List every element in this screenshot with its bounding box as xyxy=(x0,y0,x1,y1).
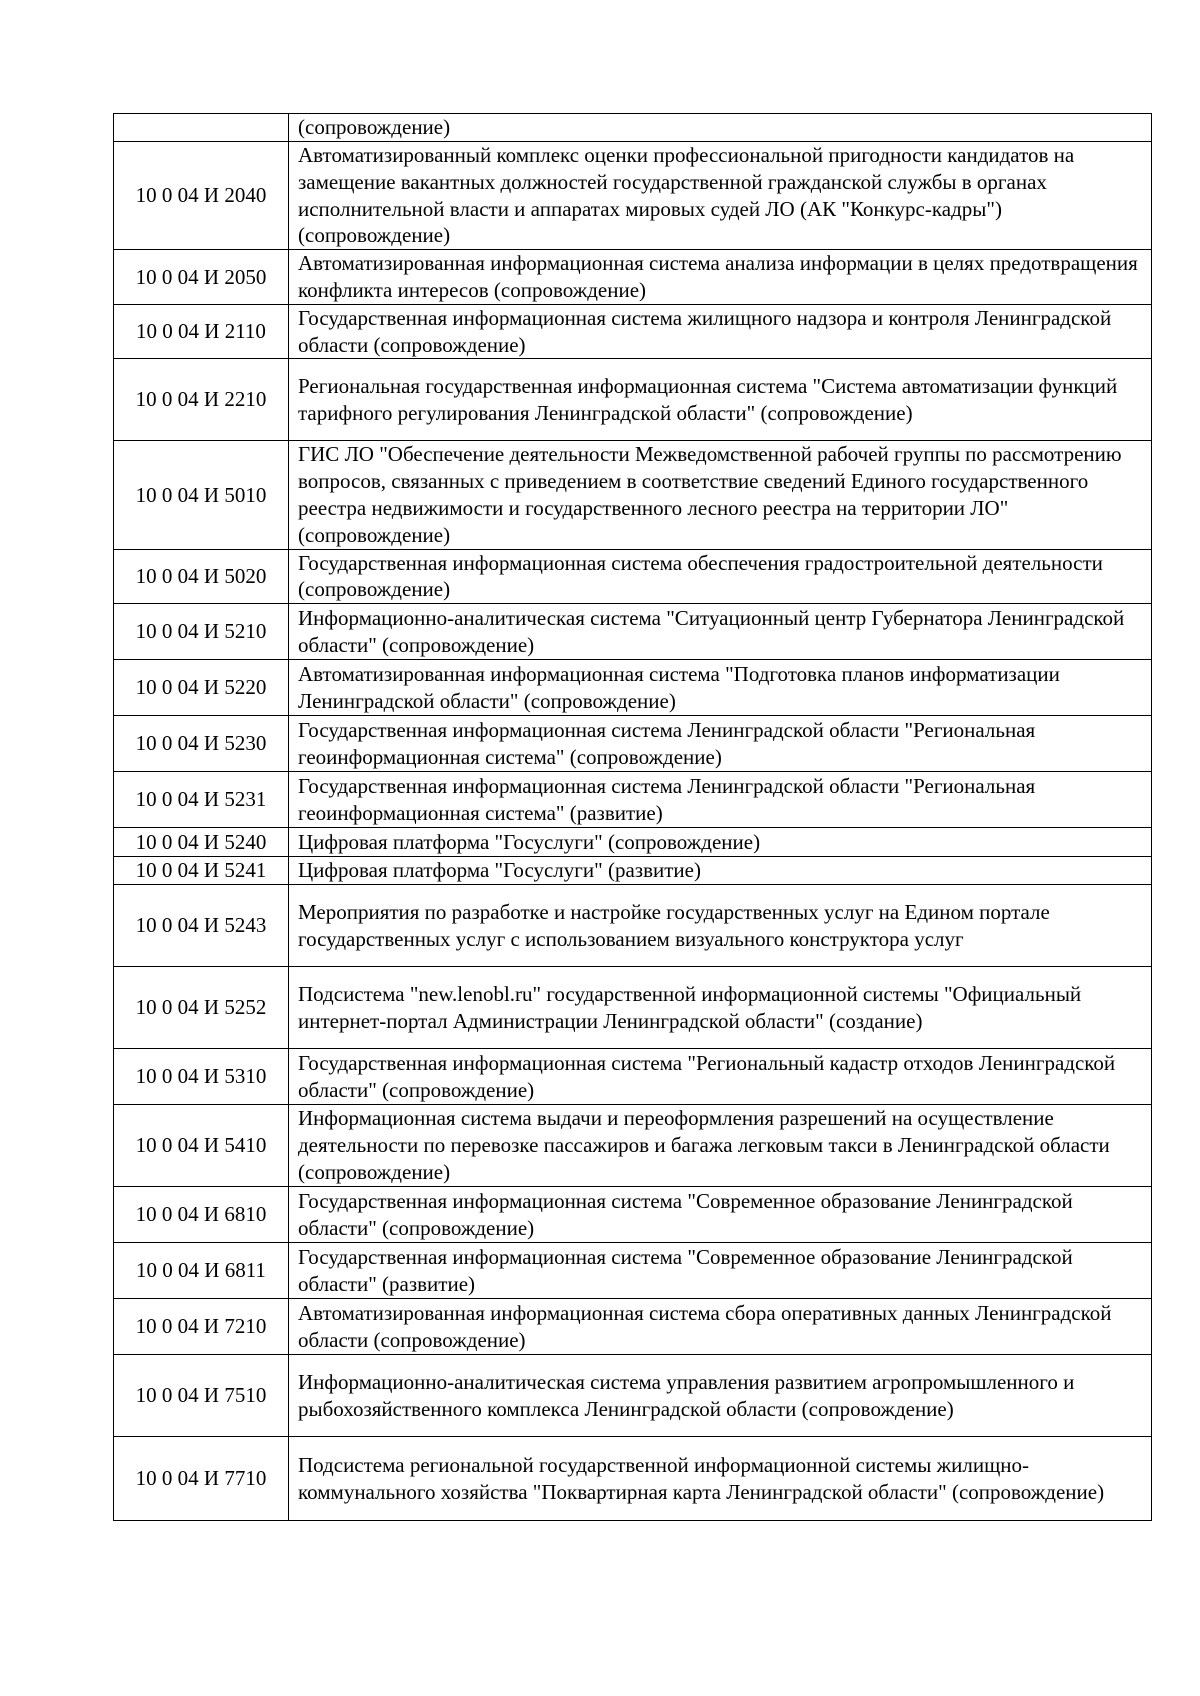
row-code: 10 0 04 И 5243 xyxy=(114,885,289,967)
table-row xyxy=(114,549,1152,604)
row-code: 10 0 04 И 5230 xyxy=(114,716,289,772)
table-row xyxy=(114,772,1152,828)
budget-code-table xyxy=(113,113,1152,1521)
row-code: 10 0 04 И 2110 xyxy=(114,304,289,359)
row-code: 10 0 04 И 5220 xyxy=(114,660,289,716)
table-row xyxy=(114,1299,1152,1355)
row-name: Информационно-аналитическая система управления развитием агропромышленного и рыбохозяйственного комплекса Ленинградской области (сопровождение) xyxy=(289,1355,1152,1437)
table-row xyxy=(114,967,1152,1049)
table-body xyxy=(114,114,1152,1521)
table-row xyxy=(114,441,1152,549)
row-code xyxy=(114,114,289,142)
row-name: Государственная информационная система "Современное образование Ленинградской области" (сопровождение) xyxy=(289,1187,1152,1243)
row-code: 10 0 04 И 5210 xyxy=(114,604,289,660)
row-name: Государственная информационная система "Региональный кадастр отходов Ленинградской области" (сопровождение) xyxy=(289,1049,1152,1105)
table-row xyxy=(114,304,1152,359)
row-name: Цифровая платформа "Госуслуги" (развитие) xyxy=(289,857,1152,885)
row-name: Мероприятия по разработке и настройке государственных услуг на Едином портале государственных услуг с использованием визуального конструктора услуг xyxy=(289,885,1152,967)
row-name: (сопровождение) xyxy=(289,114,1152,142)
table-row xyxy=(114,1049,1152,1105)
row-name: Государственная информационная система "Современное образование Ленинградской области" (развитие) xyxy=(289,1243,1152,1299)
row-code: 10 0 04 И 5020 xyxy=(114,549,289,604)
row-code: 10 0 04 И 2050 xyxy=(114,250,289,305)
row-code: 10 0 04 И 5410 xyxy=(114,1105,289,1187)
row-code: 10 0 04 И 7710 xyxy=(114,1437,289,1521)
row-name: Цифровая платформа "Госуслуги" (сопровождение) xyxy=(289,828,1152,857)
row-code: 10 0 04 И 6810 xyxy=(114,1187,289,1243)
row-code: 10 0 04 И 5231 xyxy=(114,772,289,828)
table-row xyxy=(114,857,1152,885)
table-row xyxy=(114,114,1152,142)
row-code: 10 0 04 И 6811 xyxy=(114,1243,289,1299)
table-row xyxy=(114,359,1152,441)
row-name: Подсистема региональной государственной информационной системы жилищно-коммунального хозяйства "Поквартирная карта Ленинградской области" (сопровождение) xyxy=(289,1437,1152,1521)
row-name: Региональная государственная информационная система "Система автоматизации функций тарифного регулирования Ленинградской области" (сопровождение) xyxy=(289,359,1152,441)
row-code: 10 0 04 И 5310 xyxy=(114,1049,289,1105)
row-name: Автоматизированная информационная система сбора оперативных данных Ленинградской области (сопровождение) xyxy=(289,1299,1152,1355)
row-name: Государственная информационная система Ленинградской области "Региональная геоинформационная система" (развитие) xyxy=(289,772,1152,828)
row-name: Подсистема "new.lenobl.ru" государственной информационной системы "Официальный интернет-портал Администрации Ленинградской области" (создание) xyxy=(289,967,1152,1049)
row-code: 10 0 04 И 5010 xyxy=(114,441,289,549)
table-row xyxy=(114,716,1152,772)
table-row xyxy=(114,828,1152,857)
table-row xyxy=(114,660,1152,716)
row-code: 10 0 04 И 5252 xyxy=(114,967,289,1049)
row-name: Автоматизированная информационная система "Подготовка планов информатизации Ленинградской области" (сопровождение) xyxy=(289,660,1152,716)
table-row xyxy=(114,1243,1152,1299)
table-row xyxy=(114,604,1152,660)
table-row xyxy=(114,250,1152,305)
row-name: Информационная система выдачи и переоформления разрешений на осуществление деятельности по перевозке пассажиров и багажа легковым такси в Ленинградской области (сопровождение) xyxy=(289,1105,1152,1187)
row-name: Информационно-аналитическая система "Ситуационный центр Губернатора Ленинградской области" (сопровождение) xyxy=(289,604,1152,660)
row-name: ГИС ЛО "Обеспечение деятельности Межведомственной рабочей группы по рассмотрению вопросов, связанных с приведением в соответствие сведений Единого государственного реестра недвижимости и государственного лесного реестра на территории ЛО" (сопровождение) xyxy=(289,441,1152,549)
row-name: Государственная информационная система обеспечения градостроительной деятельности (сопровождение) xyxy=(289,549,1152,604)
row-code: 10 0 04 И 5241 xyxy=(114,857,289,885)
table-row xyxy=(114,1105,1152,1187)
row-code: 10 0 04 И 2210 xyxy=(114,359,289,441)
table-row xyxy=(114,1187,1152,1243)
row-name: Автоматизированный комплекс оценки профессиональной пригодности кандидатов на замещение вакантных должностей государственной гражданской службы в органах исполнительной власти и аппаратах мировых судей ЛО (АК "Конкурс-кадры") (сопровождение) xyxy=(289,142,1152,250)
table-row xyxy=(114,1355,1152,1437)
row-name: Государственная информационная система жилищного надзора и контроля Ленинградской области (сопровождение) xyxy=(289,304,1152,359)
row-code: 10 0 04 И 5240 xyxy=(114,828,289,857)
table-row xyxy=(114,142,1152,250)
row-name: Автоматизированная информационная система анализа информации в целях предотвращения конфликта интересов (сопровождение) xyxy=(289,250,1152,305)
table-row xyxy=(114,1437,1152,1521)
row-code: 10 0 04 И 7210 xyxy=(114,1299,289,1355)
row-code: 10 0 04 И 2040 xyxy=(114,142,289,250)
row-name: Государственная информационная система Ленинградской области "Региональная геоинформационная система" (сопровождение) xyxy=(289,716,1152,772)
row-code: 10 0 04 И 7510 xyxy=(114,1355,289,1437)
table-row xyxy=(114,885,1152,967)
